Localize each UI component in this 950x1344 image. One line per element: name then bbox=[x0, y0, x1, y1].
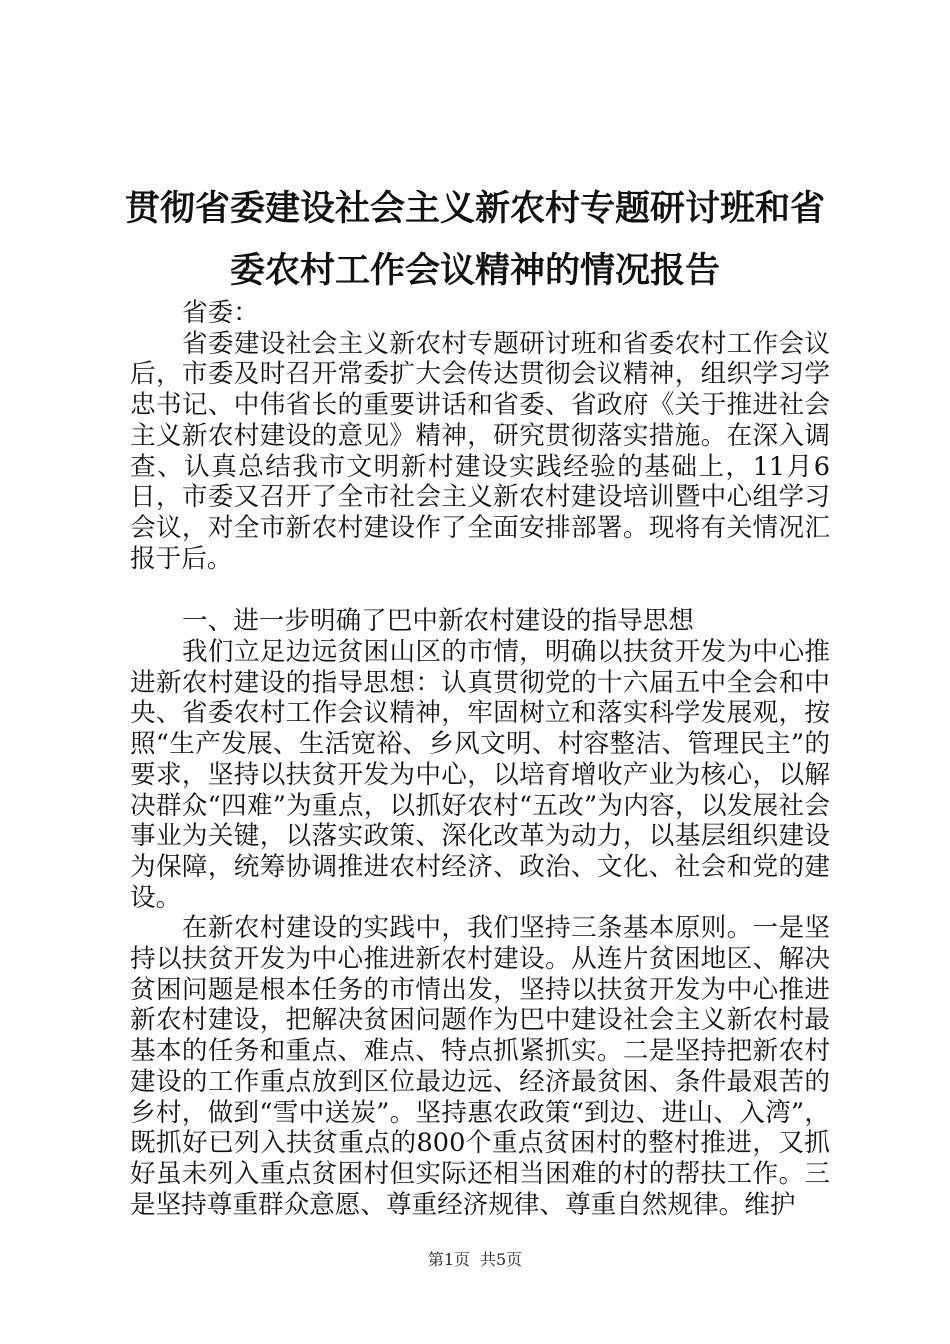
paragraph-principles: 在新农村建设的实践中，我们坚持三条基本原则。一是坚持以扶贫开发为中心推进新农村建设。从连片贫困地区、解决贫困问题是根本任务的市情出发，坚持以扶贫开发为中心推进新农村建设，把解决贫困问题作为巴中建设社会主义新农村最基本的任务和重点、难点、特点抓紧抓实。二是坚持把新农村建设的工作重点放到区位最边远、经济最贫困、条件最艰苦的乡村，做到“雪中送炭”。坚持惠农政策“到边、进山、入湾”，既抓好已列入扶贫重点的800个重点贫困村的整村推进，又抓好虽未列入重点贫困村但实际还相当困难的村的帮扶工作。三是坚持尊重群众意愿、尊重经济规律、尊重自然规律。维护 bbox=[130, 913, 830, 1220]
page-total: 共5页 bbox=[480, 1250, 523, 1269]
title-line-2: 委农村工作会议精神的情况报告 bbox=[229, 250, 720, 291]
title-line-1: 贯彻省委建设社会主义新农村专题研讨班和省 bbox=[124, 188, 825, 229]
document-title bbox=[110, 178, 840, 302]
paragraph-guiding-thought: 我们立足边远贫困山区的市情，明确以扶贫开发为中心推进新农村建设的指导思想：认真贯彻党的十六届五中全会和中央、省委农村工作会议精神，牢固树立和落实科学发展观，按照“生产发展、生活宽裕、乡风文明、村容整洁、管理民主”的要求，坚持以扶贫开发为中心，以培育增收产业为核心，以解决群众“四难”为重点，以抓好农村“五改”为内容，以发展社会事业为关键，以落实政策、深化改革为动力，以基层组织建设为保障，统筹协调推进农村经济、政治、文化、社会和党的建设。 bbox=[130, 637, 830, 913]
salutation: 省委： bbox=[182, 298, 259, 328]
paragraph-intro: 省委建设社会主义新农村专题研讨班和省委农村工作会议后，市委及时召开常委扩大会传达贯彻会议精神，组织学习学忠书记、中伟省长的重要讲话和省委、省政府《关于推进社会主义新农村建设的意见》精神，研究贯彻落实措施。在深入调查、认真总结我市文明新村建设实践经验的基础上，11月6日，市委又召开了全市社会主义新农村建设培训暨中心组学习会议，对全市新农村建设作了全面安排部署。现将有关情况汇报于后。 bbox=[130, 328, 830, 574]
page-footer bbox=[0, 1247, 950, 1270]
section-heading-1: 一、进一步明确了巴中新农村建设的指导思想 bbox=[182, 606, 694, 637]
document-body bbox=[130, 298, 830, 1220]
paragraph-spacer bbox=[130, 574, 830, 606]
page-number: 第1页 bbox=[427, 1250, 470, 1269]
